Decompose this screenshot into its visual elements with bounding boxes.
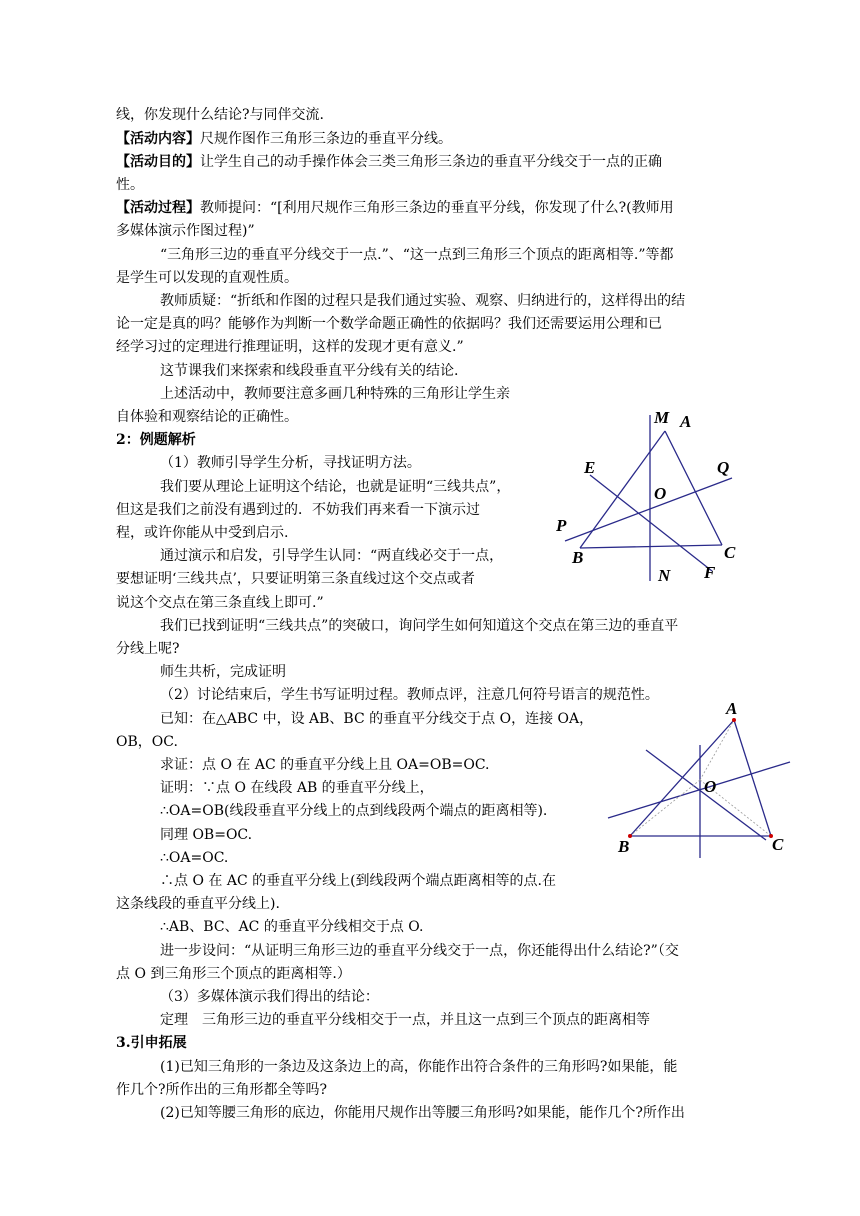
triangle-side-ab (630, 720, 734, 836)
activity-goal-line (116, 152, 662, 172)
figure-circumcenter (604, 700, 804, 860)
text-line: OB，OC. (116, 734, 178, 750)
text-span: 让学生自己的动手操作体会三类三角形三条边的垂直平分线交于一点的正确 (200, 154, 662, 170)
triangle-side-ac (665, 431, 722, 545)
text-line: （1）教师引导学生分析，寻找证明方法。 (160, 455, 421, 471)
label-a: A (726, 700, 738, 718)
label-q: Q (717, 458, 730, 477)
text-line: 多媒体演示作图过程)” (116, 223, 255, 239)
figure-perpendicular-bisectors (550, 403, 770, 593)
text-line: ∴点 O 在 AC 的垂直平分线上(到线段两个端点距离相等的点.在 (160, 873, 557, 889)
label-o: O (654, 484, 667, 503)
label-p: P (556, 516, 567, 535)
segment-oa (700, 720, 734, 780)
text-line: 证明：∵点 O 在线段 AB 的垂直平分线上， (160, 780, 434, 796)
text-line: 通过演示和启发，引导学生认同：“两直线必交于一点， (160, 548, 504, 564)
text-line: 是学生可以发现的直观性质。 (116, 270, 298, 286)
text-line: 分线上呢? (116, 641, 180, 657)
label-f: F (704, 563, 716, 582)
text-line: ∴AB、BC、AC 的垂直平分线相交于点 O. (160, 919, 424, 935)
text-line: 程，或许你能从中受到启示. (116, 525, 289, 541)
text-line: 求证：点 O 在 AC 的垂直平分线上且 OA=OB=OC. (160, 757, 490, 773)
text-span: 教师提问：“[利用尺规作三角形三条边的垂直平分线，你发现了什么?(教师用 (200, 200, 674, 216)
text-line: 教师质疑：“折纸和作图的过程只是我们通过实验、观察、归纳进行的，这样得出的结 (160, 293, 686, 309)
text-line: 这条线段的垂直平分线上). (116, 896, 280, 912)
label-b: B (572, 548, 584, 567)
section-label: 【活动内容】 (116, 131, 200, 147)
label-e: E (584, 458, 596, 477)
text-line: 性。 (116, 177, 144, 193)
text-line: 同理 OB=OC. (160, 827, 253, 843)
text-line: “三角形三边的垂直平分线交于一点.”、“这一点到三角形三个顶点的距离相等.”等都 (160, 247, 674, 263)
text-line: 作几个?所作出的三角形都全等吗? (116, 1082, 328, 1098)
section-label: 【活动目的】 (116, 154, 200, 170)
label-m: M (654, 408, 670, 427)
label-n: N (658, 566, 671, 585)
label-c: C (772, 835, 784, 854)
vertex-a-dot (732, 718, 736, 722)
text-line: ∴OA=OB(线段垂直平分线上的点到线段两个端点的距离相等). (160, 803, 548, 819)
text-line: 要想证明‘三线共点’，只要证明第三条直线过这个交点或者 (116, 571, 475, 587)
text-line: (2)已知等腰三角形的底边，你能用尺规作出等腰三角形吗?如果能，能作几个?所作出 (160, 1105, 685, 1121)
text-line: 师生共析，完成证明 (160, 664, 286, 680)
text-line: 上述活动中，教师要注意多画几种特殊的三角形让学生亲 (160, 386, 510, 402)
activity-process-line (116, 198, 674, 218)
section-label: 【活动过程】 (116, 200, 200, 216)
text-line: 经学习过的定理进行推理证明，这样的发现才更有意义.” (116, 339, 464, 355)
text-line: （3）多媒体演示我们得出的结论： (160, 989, 379, 1005)
text-line: 自体验和观察结论的正确性。 (116, 409, 298, 425)
text-span: 尺规作图作三角形三条边的垂直平分线。 (200, 131, 452, 147)
triangle-side-bc (580, 545, 722, 548)
text-line: 线，你发现什么结论?与同伴交流. (116, 107, 324, 123)
bisector-line-pq (565, 478, 732, 541)
activity-content-line (116, 129, 452, 149)
text-line: 我们已找到证明“三线共点”的突破口，询问学生如何知道这个交点在第三边的垂直平 (160, 618, 679, 634)
label-c: C (724, 543, 736, 562)
text-line: 但这是我们之前没有遇到过的．不妨我们再来看一下演示过 (116, 502, 480, 518)
text-line: 点 O 到三角形三个顶点的距离相等.） (116, 966, 351, 982)
text-line: (1)已知三角形的一条边及这条边上的高，你能作出符合条件的三角形吗?如果能，能 (160, 1059, 678, 1075)
section-heading: 2：例题解析 (116, 432, 196, 448)
section-heading: 3.引申拓展 (116, 1035, 187, 1051)
text-line: ∴OA=OC. (160, 850, 229, 866)
theorem-line: 定理 三角形三边的垂直平分线相交于一点，并且这一点到三个顶点的距离相等 (160, 1012, 650, 1028)
text-line: 这节课我们来探索和线段垂直平分线有关的结论. (160, 363, 459, 379)
label-o: O (704, 777, 717, 796)
label-a: A (680, 412, 692, 431)
text-line: 我们要从理论上证明这个结论，也就是证明“三线共点”， (160, 479, 511, 495)
text-line: 说这个交点在第三条直线上即可.” (116, 595, 324, 611)
text-line: 进一步设问：“从证明三角形三边的垂直平分线交于一点，你还能得出什么结论?”（交 (160, 943, 679, 959)
text-line: 已知：在△ABC 中，设 AB、BC 的垂直平分线交于点 O，连接 OA， (160, 711, 594, 727)
text-line: （2）讨论结束后，学生书写证明过程。教师点评，注意几何符号语言的规范性。 (160, 687, 659, 703)
label-b: B (618, 837, 630, 856)
text-line: 论一定是真的吗？能够作为判断一个数学命题正确性的依据吗？我们还需要运用公理和已 (116, 316, 662, 332)
